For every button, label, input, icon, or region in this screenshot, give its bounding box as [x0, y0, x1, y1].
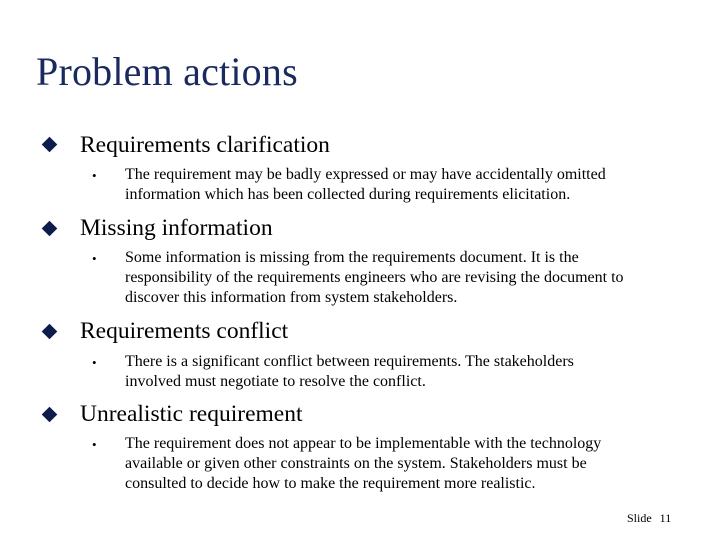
description-line: consulted to decide how to make the requirement more realistic.: [125, 475, 536, 492]
description-line: responsibility of the requirements engineers who are revising the document to: [125, 269, 624, 286]
item-description: [125, 165, 710, 205]
item-description: [125, 352, 710, 392]
item-heading: Requirements conflict: [80, 318, 289, 344]
item-heading: Unrealistic requirement: [80, 401, 303, 427]
item-heading: Requirements clarification: [80, 132, 330, 158]
slide-number: [627, 511, 671, 526]
sub-bullet-icon: •: [92, 355, 97, 370]
item-description: [125, 434, 710, 494]
sub-bullet-icon: •: [92, 168, 97, 183]
description-line: The requirement does not appear to be implementable with the technology: [125, 435, 602, 452]
description-line: information which has been collected during requirements elicitation.: [125, 186, 571, 203]
description-line: The requirement may be badly expressed or may have accidentally omitted: [125, 166, 606, 183]
slide-title: Problem actions: [36, 49, 298, 94]
description-line: Some information is missing from the requirements document. It is the: [125, 249, 579, 266]
item-heading: Missing information: [80, 215, 273, 241]
description-line: There is a significant conflict between requirements. The stakeholders: [125, 353, 574, 370]
diamond-bullet-icon: [42, 137, 58, 153]
diamond-bullet-icon: [42, 407, 58, 423]
diamond-bullet-icon: [42, 324, 58, 340]
description-line: discover this information from system stakeholders.: [125, 289, 458, 306]
description-line: available or given other constraints on the system. Stakeholders must be: [125, 455, 587, 472]
diamond-bullet-icon: [42, 221, 58, 237]
sub-bullet-icon: •: [92, 437, 97, 452]
description-line: involved must negotiate to resolve the conflict.: [125, 373, 426, 390]
item-description: [125, 248, 710, 308]
sub-bullet-icon: •: [92, 251, 97, 266]
slide-label: Slide: [627, 511, 652, 525]
slide-number-value: 11: [659, 511, 672, 525]
